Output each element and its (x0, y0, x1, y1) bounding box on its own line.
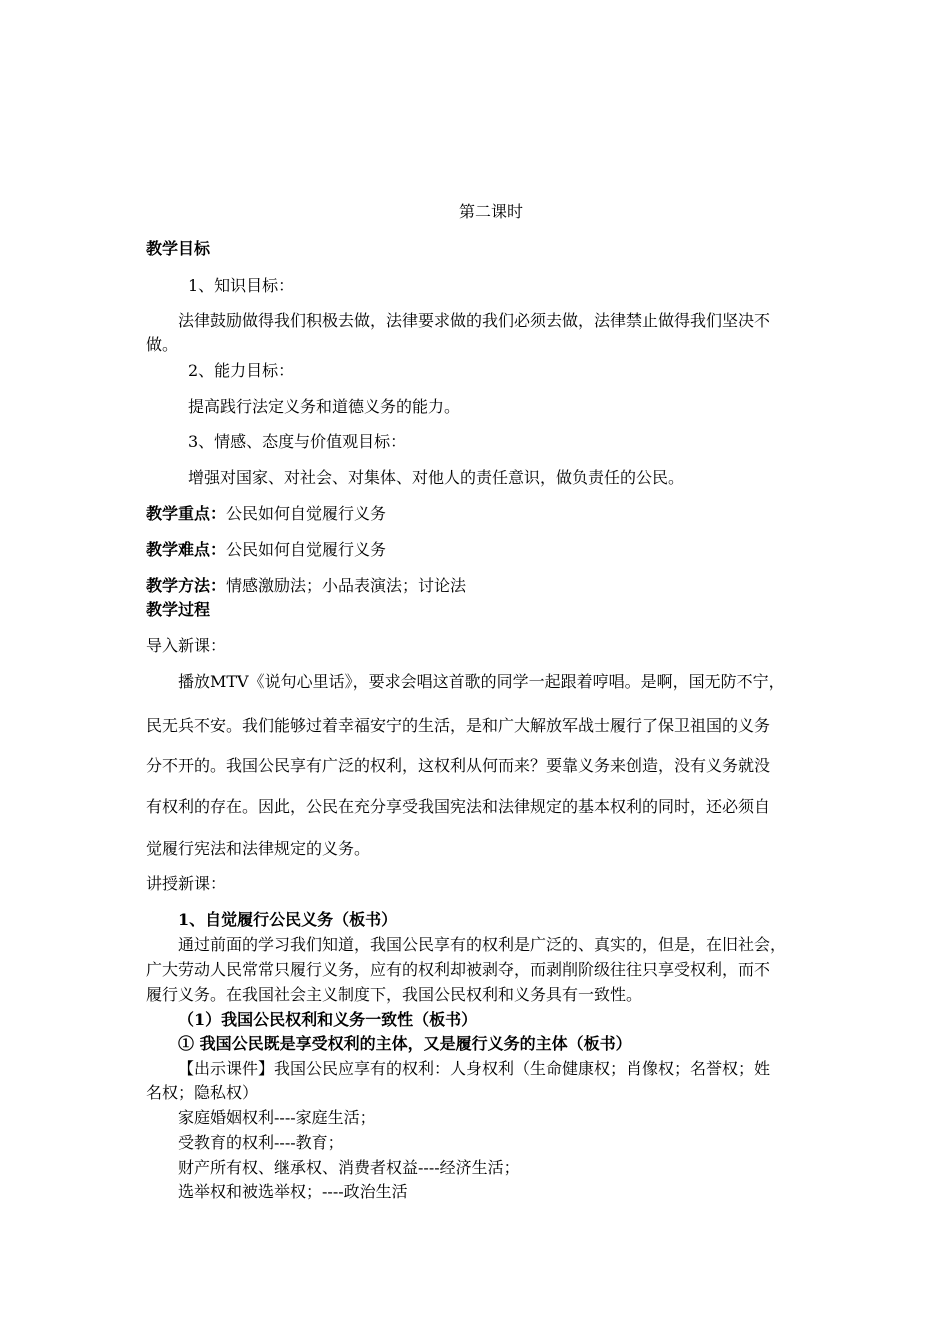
objectives-heading: 教学目标 (146, 239, 211, 258)
section1-heading: 1、自觉履行公民义务（板书） (178, 910, 398, 929)
difficult-point-text: 公民如何自觉履行义务 (226, 540, 387, 559)
knowledge-text-line: 法律鼓励做得我们积极去做，法律要求做的我们必须去做，法律禁止做得我们坚决不 (178, 311, 771, 330)
key-point-label: 教学重点： (146, 504, 227, 523)
rights-list-item: 选举权和被选举权；----政治生活 (178, 1182, 408, 1201)
intro-paragraph-line: 分不开的。我国公民享有广泛的权利，这权利从何而来？要靠义务来创造，没有义务就没 (146, 756, 771, 775)
intro-paragraph-line: 民无兵不安。我们能够过着幸福安宁的生活，是和广大解放军战士履行了保卫祖国的义务 (146, 716, 771, 735)
method-text: 情感激励法；小品表演法；讨论法 (226, 576, 467, 595)
emotion-label: 3、情感、态度与价值观目标： (188, 432, 407, 451)
rights-list-item: 财产所有权、继承权、消费者权益----经济生活； (178, 1158, 520, 1177)
section1-paragraph-line: 广大劳动人民常常只履行义务，应有的权利却被剥夺，而剥削阶级往往只享受权利，而不 (146, 960, 771, 979)
teach-label: 讲授新课： (146, 874, 227, 893)
courseware-line-continued: 名权；隐私权） (146, 1083, 259, 1102)
difficult-point (146, 540, 386, 560)
courseware-line (178, 1059, 770, 1079)
courseware-bracket: 【出示课件】 (178, 1059, 275, 1078)
section1-paragraph-line: 通过前面的学习我们知道，我国公民享有的权利是广泛的、真实的，但是，在旧社会， (178, 935, 787, 954)
ability-label: 2、能力目标： (188, 361, 295, 380)
intro-paragraph-line: 有权利的存在。因此，公民在充分享受我国宪法和法律规定的基本权利的同时，还必须自 (146, 797, 771, 816)
emotion-text: 增强对国家、对社会、对集体、对他人的责任意识，做负责任的公民。 (188, 468, 685, 487)
courseware-text: 我国公民应享有的权利：人身权利（生命健康权；肖像权；名誉权；姓 (274, 1059, 771, 1078)
section1-paragraph-line: 履行义务。在我国社会主义制度下，我国公民权利和义务具有一致性。 (146, 985, 643, 1004)
intro-paragraph-line: 觉履行宪法和法律规定的义务。 (146, 839, 371, 858)
method-label: 教学方法： (146, 576, 227, 595)
process-heading: 教学过程 (146, 600, 211, 619)
sub1-point: ① 我国公民既是享受权利的主体，又是履行义务的主体（板书） (178, 1034, 632, 1053)
intro-label: 导入新课： (146, 636, 227, 655)
page-title: 第二课时 (458, 202, 523, 221)
rights-list-item: 受教育的权利----教育； (178, 1133, 344, 1152)
rights-list-item: 家庭婚姻权利----家庭生活； (178, 1108, 376, 1127)
knowledge-label: 1、知识目标： (188, 276, 295, 295)
key-point-text: 公民如何自觉履行义务 (226, 504, 387, 523)
teaching-method (146, 576, 466, 596)
difficult-point-label: 教学难点： (146, 540, 227, 559)
ability-text: 提高践行法定义务和道德义务的能力。 (188, 397, 461, 416)
intro-paragraph-line: 播放MTV《说句心里话》，要求会唱这首歌的同学一起跟着哼唱。是啊，国无防不宁， (178, 672, 785, 691)
key-point (146, 504, 386, 524)
sub1-heading: （1）我国公民权利和义务一致性（板书） (178, 1010, 478, 1029)
knowledge-text-line: 做。 (146, 335, 179, 354)
